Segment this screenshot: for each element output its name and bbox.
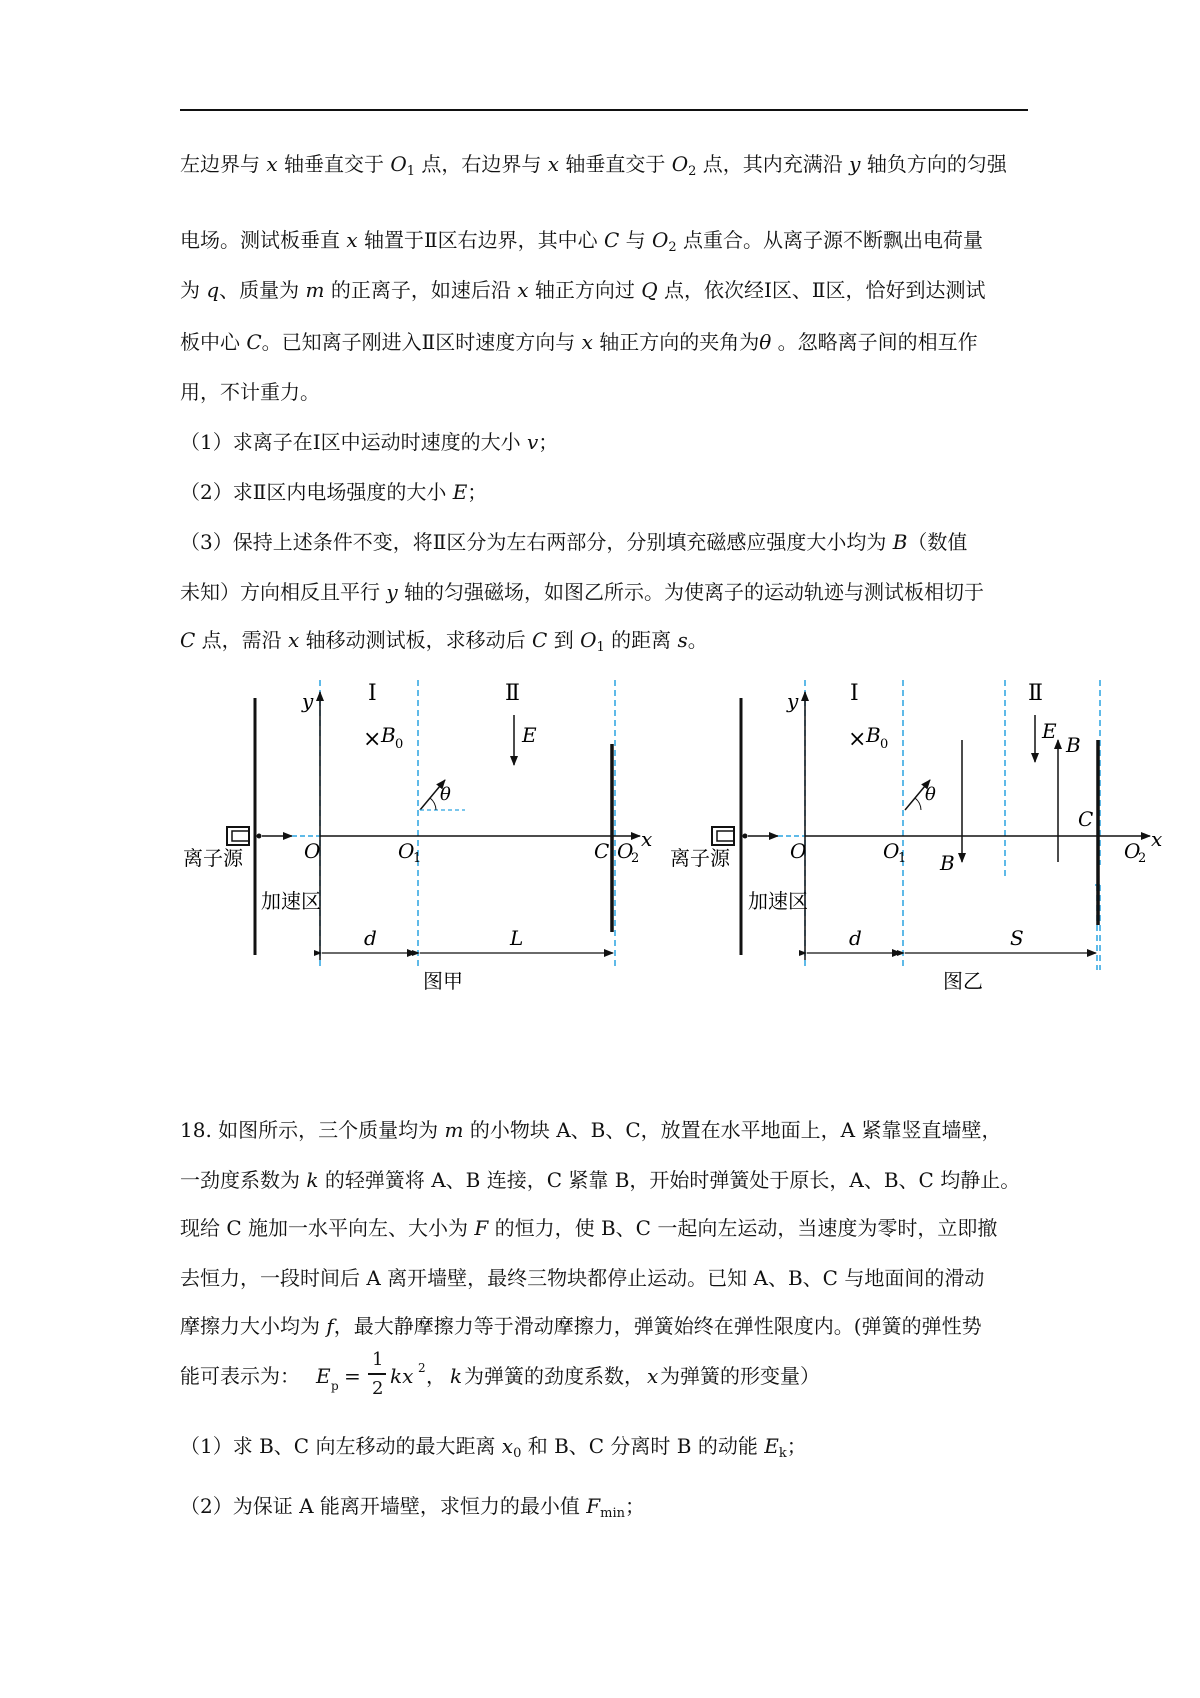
p1-line2: 电场。测试板垂直 x 轴置于Ⅱ区右边界，其中心 C 与 $O_2$ 点重合。从离子源不断飘出电荷量 (180, 228, 984, 255)
p18-question-1: （1）求 B、C 向左移动的最大距离 $x_0$ 和 B、C 分离时 B 的动能 $E_k$； (180, 1434, 807, 1461)
svg-text:C: C (1078, 807, 1094, 831)
p18-question-2: （2）为保证 A 能离开墙壁，求恒力的最小值 $F_{min}$； (180, 1494, 645, 1521)
p18-line6: 能可表示为： E p = 1 2 kx 2 ， k 为弹簧的劲度系数， x 为弹簧的形变量） (180, 1349, 820, 1399)
svg-text:0: 0 (880, 737, 889, 752)
svg-text:d: d (849, 926, 862, 950)
svg-text:O: O (883, 839, 900, 863)
svg-text:O: O (1124, 839, 1141, 863)
svg-text:B: B (381, 723, 396, 747)
accel-region-label: 加速区 (261, 889, 321, 913)
svg-text:O: O (617, 839, 634, 863)
svg-text:L: L (510, 926, 524, 950)
header-rule (180, 109, 1028, 111)
svg-text:×: × (848, 727, 867, 752)
svg-text:θ: θ (440, 784, 451, 805)
question-1: （1）求离子在Ⅰ区中运动时速度的大小 v； (180, 430, 559, 454)
svg-text:S: S (1010, 926, 1024, 950)
svg-text:加速区: 加速区 (748, 889, 808, 913)
svg-text:E: E (522, 723, 537, 747)
region-1-label: Ⅰ (368, 681, 377, 706)
figure-yi-caption: 图乙 (943, 969, 983, 993)
fraction-bar (368, 1373, 386, 1375)
p18-line4: 去恒力，一段时间后 A 离开墙壁，最终三物块都停止运动。已知 A、B、C 与地面间的滑动 (180, 1266, 985, 1290)
svg-text:B: B (940, 851, 955, 875)
svg-text:离子源: 离子源 (670, 846, 730, 870)
question-3-line1: （3）保持上述条件不变，将Ⅱ区分为左右两部分，分别填充磁感应强度大小均为 B（数值 (180, 530, 968, 554)
svg-text:Ⅱ: Ⅱ (1028, 681, 1043, 706)
svg-text:1: 1 (413, 851, 422, 866)
svg-text:2: 2 (631, 851, 640, 866)
svg-text:y: y (302, 689, 314, 713)
svg-text:O: O (790, 839, 807, 863)
svg-text:x: x (1151, 827, 1163, 851)
figure-jia (183, 680, 652, 993)
svg-text:O: O (304, 839, 321, 863)
svg-text:θ: θ (925, 784, 936, 805)
svg-text:y: y (787, 689, 799, 713)
svg-text:C: C (594, 839, 610, 863)
ion-source-label: 离子源 (183, 846, 243, 870)
svg-text:×: × (363, 727, 382, 752)
svg-text:E: E (1042, 719, 1057, 743)
svg-text:0: 0 (395, 737, 404, 752)
figure-jia-caption: 图甲 (423, 969, 463, 993)
p1-line4: 板中心 C。已知离子刚进入Ⅱ区时速度方向与 x 轴正方向的夹角为θ 。忽略离子间的相互作 (180, 330, 978, 354)
svg-text:1: 1 (898, 851, 907, 866)
p18-line2: 一劲度系数为 k 的轻弹簧将 A、B 连接，C 紧靠 B，开始时弹簧处于原长，A、B、C 均静止。 (180, 1168, 1021, 1192)
svg-text:B: B (866, 723, 881, 747)
p18-line3: 现给 C 施加一水平向左、大小为 F 的恒力，使 B、C 一起向左运动，当速度为零时，立即撤 (180, 1216, 998, 1240)
svg-text:x: x (641, 827, 653, 851)
p18-line1: 18. 如图所示，三个质量均为 m 的小物块 A、B、C，放置在水平地面上，A 紧靠竖直墙壁， (180, 1118, 1002, 1142)
svg-text:O: O (398, 839, 415, 863)
p1-line5: 用，不计重力。 (180, 380, 320, 404)
svg-text:Ⅰ: Ⅰ (850, 681, 859, 706)
question-3-line2: 未知）方向相反且平行 y 轴的匀强磁场，如图乙所示。为使离子的运动轨迹与测试板相切于 (180, 580, 985, 604)
svg-text:B: B (1066, 733, 1081, 757)
svg-text:2: 2 (1138, 851, 1147, 866)
p1-line1: 左边界与 x 轴垂直交于 $O_1$ 点，右边界与 x 轴垂直交于 $O_2$ 点，其内充满沿 y 轴负方向的匀强 (180, 152, 1007, 179)
p1-line3: 为 q、质量为 m 的正离子，如速后沿 x 轴正方向过 Q 点，依次经Ⅰ区、Ⅱ区，恰好到达测试 (180, 278, 986, 302)
figure-yi (670, 680, 1162, 993)
svg-text:d: d (364, 926, 377, 950)
figures (0, 660, 1200, 1020)
p18-line5: 摩擦力大小均为 f，最大静摩擦力等于滑动摩擦力，弹簧始终在弹性限度内。(弹簧的弹性势 (180, 1314, 982, 1338)
question-3-line3: C 点，需沿 x 轴移动测试板，求移动后 C 到 $O_1$ 的距离 s。 (180, 628, 708, 655)
question-2: （2）求Ⅱ区内电场强度的大小 E； (180, 480, 488, 504)
region-2-label: Ⅱ (505, 681, 520, 706)
